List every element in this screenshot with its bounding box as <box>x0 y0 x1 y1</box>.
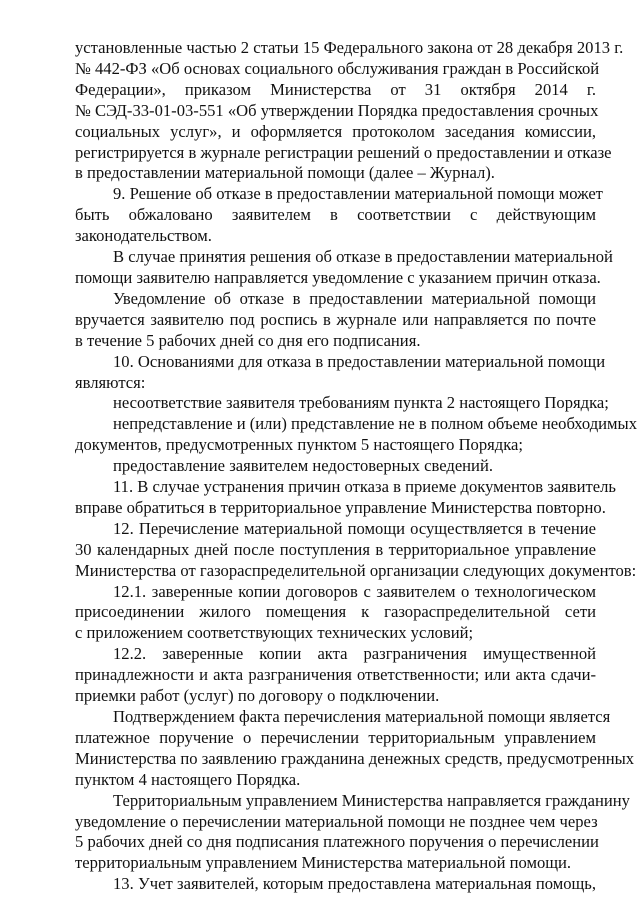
text-line: установленные частью 2 статьи 15 Федерального закона от 28 декабря 2013 г. <box>75 38 624 57</box>
paragraph-10-item-b <box>75 414 638 456</box>
text-line: 11. В случае устранения причин отказа в приеме документов заявитель <box>113 477 616 497</box>
paragraph-11 <box>75 477 616 519</box>
text-line: 10. Основаниями для отказа в предоставлении материальной помощи <box>113 351 606 371</box>
text-line: Министерства по заявлению гражданина денежных средств, предусмотренных <box>75 748 635 768</box>
text-line: территориальным управлением Министерства материальной помощи. <box>75 853 572 873</box>
text-line: 12.1. заверенные копии договоров с заявителем о технологическом <box>113 581 596 601</box>
paragraph-notice-delivery <box>75 289 596 352</box>
text-line: присоединении жилого помещения к газораспределительной сети <box>75 602 596 622</box>
text-line: пунктом 4 настоящего Порядка. <box>75 769 301 789</box>
paragraph-10-item-a <box>75 393 609 414</box>
paragraph-12-1 <box>75 582 596 645</box>
paragraph-13 <box>75 874 596 895</box>
text-line: с приложением соответствующих технических условий; <box>75 623 474 643</box>
text-line: Министерства от газораспределительной организации следующих документов: <box>75 560 637 580</box>
text-line: уведомление о перечислении материальной помощи не позднее чем через <box>75 811 598 831</box>
paragraph-10-item-c <box>75 456 596 477</box>
text-line: Уведомление об отказе в предоставлении материальной помощи <box>113 288 596 308</box>
text-line: принадлежности и акта разграничения ответственности; или акта сдачи- <box>75 665 596 685</box>
text-line: в предоставлении материальной помощи (далее – Журнал). <box>75 163 495 183</box>
text-line: приемки работ (услуг) по договору о подключении. <box>75 686 440 706</box>
text-line: быть обжаловано заявителем в соответствии с действующим <box>75 205 596 225</box>
paragraph-refusal-notice <box>75 247 613 289</box>
text-line: непредставление и (или) представление не в полном объеме необходимых <box>113 414 638 434</box>
paragraph-confirmation <box>75 707 635 791</box>
text-line: 12.2. заверенные копии акта разграничения имущественной <box>113 644 596 664</box>
text-line: в течение 5 рабочих дней со дня его подписания. <box>75 330 421 350</box>
text-line: Территориальным управлением Министерства направляется гражданину <box>113 790 630 810</box>
paragraph-9 <box>75 184 603 247</box>
text-line: Федерации», приказом Министерства от 31 октября 2014 г. <box>75 79 596 99</box>
text-line: В случае принятия решения об отказе в предоставлении материальной <box>113 247 613 267</box>
text-line: социальных услуг», и оформляется протоколом заседания комиссии, <box>75 121 596 141</box>
text-line: законодательством. <box>75 226 212 246</box>
text-line: № 442-ФЗ «Об основах социального обслуживания граждан в Российской <box>75 58 600 78</box>
text-line: документов, предусмотренных пунктом 5 настоящего Порядка; <box>75 435 524 455</box>
text-line: несоответствие заявителя требованиям пункта 2 настоящего Порядка; <box>113 393 609 413</box>
text-line: Подтверждением факта перечисления материальной помощи является <box>113 707 611 726</box>
text-line: 9. Решение об отказе в предоставлении материальной помощи может <box>113 184 603 204</box>
text-line: регистрируется в журнале регистрации решений о предоставлении и отказе <box>75 142 612 162</box>
paragraph-intro <box>75 38 624 184</box>
paragraph-12-2 <box>75 644 596 707</box>
paragraph-12 <box>75 518 637 582</box>
text-line: 5 рабочих дней со дня подписания платежного поручения о перечислении <box>75 832 599 852</box>
text-line: № СЭД-33-01-03-551 «Об утверждении Порядка предоставления срочных <box>75 100 599 120</box>
text-line: предоставление заявителем недостоверных сведений. <box>113 456 493 476</box>
text-line: 13. Учет заявителей, которым предоставлена материальная помощь, <box>113 874 596 894</box>
paragraph-10 <box>75 351 606 394</box>
text-line: помощи заявителю направляется уведомление с указанием причин отказа. <box>75 267 601 287</box>
text-line: платежное поручение о перечислении территориальным управлением <box>75 727 596 747</box>
text-line: являются: <box>75 372 146 392</box>
text-line: вручается заявителю под роспись в журнале или направляется по почте <box>75 309 596 329</box>
text-line: вправе обратиться в территориальное управление Министерства повторно. <box>75 497 606 517</box>
text-line: 30 календарных дней после поступления в территориальное управление <box>75 539 596 559</box>
document-page <box>75 38 638 895</box>
text-line: 12. Перечисление материальной помощи осуществляется в течение <box>113 518 596 538</box>
paragraph-transfer-notice <box>75 790 630 875</box>
